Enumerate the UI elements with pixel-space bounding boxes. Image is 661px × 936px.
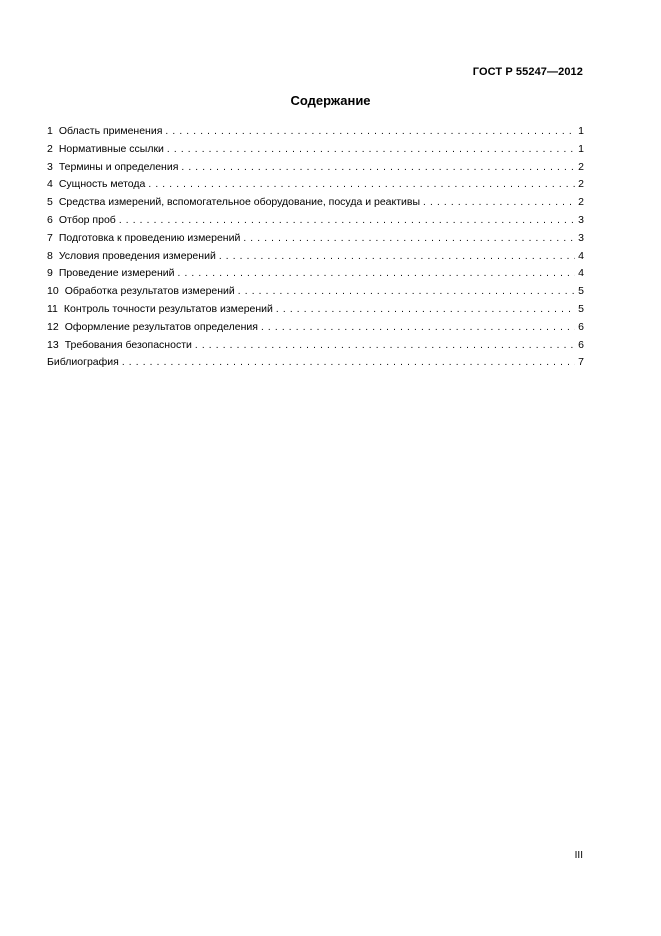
document-code: ГОСТ Р 55247—2012: [472, 66, 583, 78]
toc-leader-dots: [122, 354, 575, 372]
toc-entry-title: Отбор проб: [58, 213, 116, 226]
toc-entry-page: 7: [578, 356, 584, 369]
toc-entry-8[interactable]: [47, 248, 584, 266]
toc-leader-dots: [167, 141, 575, 159]
toc-leader-dots: [243, 230, 575, 248]
toc-entry-number: 6: [47, 213, 53, 226]
toc-entry-number: 8: [47, 249, 53, 262]
toc-leader-dots: [119, 212, 575, 230]
toc-leader-dots: [148, 176, 575, 194]
toc-entry-page: 4: [578, 267, 584, 280]
toc-entry-title: Требования безопасности: [64, 338, 192, 351]
toc-entry-title: Контроль точности результатов измерений: [63, 302, 273, 315]
toc-leader-dots: [276, 301, 575, 319]
toc-entry-page: 2: [578, 160, 584, 173]
toc-entry-number: 3: [47, 160, 53, 173]
toc-entry-6[interactable]: [47, 212, 584, 230]
toc-leader-dots: [195, 337, 575, 355]
toc-entry-title: Термины и определения: [58, 160, 179, 173]
toc-leader-dots: [181, 159, 575, 177]
toc-entry-page: 5: [578, 285, 584, 298]
toc-entry-7[interactable]: [47, 230, 584, 248]
toc-entry-page: 6: [578, 320, 584, 333]
toc-entry-number: 11: [47, 302, 58, 315]
toc-entry-10[interactable]: [47, 283, 584, 301]
toc-entry-page: 2: [578, 196, 584, 209]
table-of-contents: [47, 123, 584, 372]
toc-entry-page: 3: [578, 231, 584, 244]
toc-entry-title: Обработка результатов измерений: [64, 285, 235, 298]
toc-entry-11[interactable]: [47, 301, 584, 319]
toc-entry-bibliography[interactable]: [47, 354, 584, 372]
toc-entry-5[interactable]: [47, 194, 584, 212]
toc-entry-title: Оформление результатов определения: [64, 320, 258, 333]
toc-entry-1[interactable]: [47, 123, 584, 141]
toc-entry-number: 9: [47, 267, 53, 280]
toc-entry-number: 1: [47, 125, 53, 137]
toc-entry-number: 5: [47, 196, 53, 209]
toc-entry-2[interactable]: [47, 141, 584, 159]
toc-leader-dots: [177, 265, 575, 283]
toc-entry-number: 7: [47, 231, 53, 244]
page-number: III: [574, 850, 583, 861]
toc-entry-page: 1: [578, 142, 584, 155]
toc-entry-title: Сущность метода: [58, 178, 146, 191]
toc-entry-4[interactable]: [47, 176, 584, 194]
toc-entry-number: 10: [47, 285, 59, 298]
toc-entry-9[interactable]: [47, 265, 584, 283]
toc-entry-page: 2: [578, 178, 584, 191]
toc-entry-3[interactable]: [47, 159, 584, 177]
toc-entry-title: Подготовка к проведению измерений: [58, 231, 241, 244]
toc-leader-dots: [238, 283, 575, 301]
toc-entry-number: 2: [47, 142, 53, 155]
toc-leader-dots: [165, 123, 575, 141]
toc-leader-dots: [219, 248, 575, 266]
toc-entry-13[interactable]: [47, 337, 584, 355]
toc-entry-title: Проведение измерений: [58, 267, 175, 280]
toc-entry-12[interactable]: [47, 319, 584, 337]
toc-title: Содержание: [290, 93, 371, 108]
toc-leader-dots: [261, 319, 575, 337]
toc-entry-page: 6: [578, 338, 584, 351]
toc-entry-page: 5: [578, 302, 584, 315]
toc-entry-title: Условия проведения измерений: [58, 249, 216, 262]
toc-entry-number: 13: [47, 338, 59, 351]
toc-entry-page: 4: [578, 249, 584, 262]
toc-entry-title: Библиография: [47, 356, 119, 369]
toc-entry-number: 12: [47, 320, 59, 333]
toc-entry-number: 4: [47, 178, 53, 191]
toc-entry-title: Нормативные ссылки: [58, 142, 164, 155]
toc-entry-title: Средства измерений, вспомогательное оборудование, посуда и реактивы: [58, 196, 421, 209]
toc-leader-dots: [423, 194, 575, 212]
toc-entry-page: 1: [578, 125, 584, 137]
toc-entry-page: 3: [578, 213, 584, 226]
toc-entry-title: Область применения: [58, 125, 163, 137]
